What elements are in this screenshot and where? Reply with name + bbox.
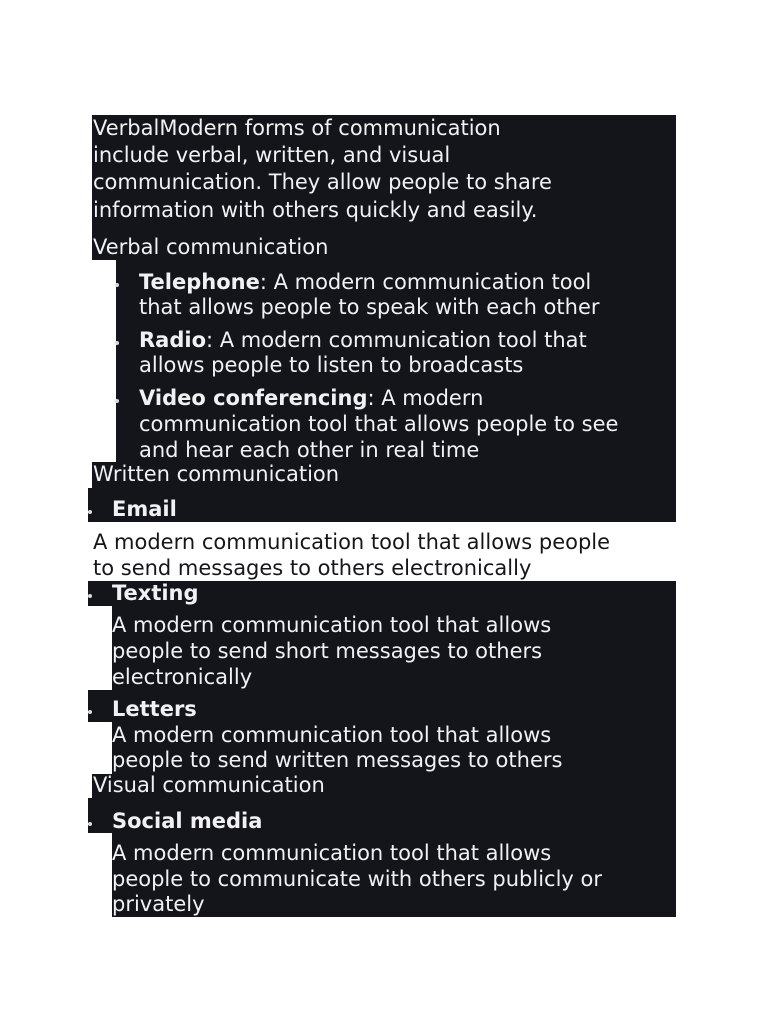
letters-desc-line-2: people to send written messages to others xyxy=(112,748,563,772)
video-conferencing-desc-1: : A modern xyxy=(367,386,484,410)
video-conferencing-term: Video conferencing xyxy=(139,386,368,410)
telephone-desc-1: : A modern communication tool xyxy=(259,270,592,294)
bullet-icon xyxy=(88,710,92,714)
intro-line-3: communication. They allow people to share xyxy=(93,170,552,194)
email-desc-line-2: to send messages to others electronically xyxy=(93,556,532,580)
social-media-desc-line-3: privately xyxy=(112,892,205,916)
video-conferencing-line-1 xyxy=(139,385,483,411)
written-heading: Written communication xyxy=(93,462,340,486)
bullet-icon xyxy=(88,594,92,598)
radio-desc-1: : A modern communication tool that xyxy=(206,328,587,352)
visual-heading: Visual communication xyxy=(93,773,325,797)
radio-line-1 xyxy=(139,327,587,353)
social-media-desc-line-2: people to communicate with others publicly or xyxy=(112,867,603,891)
texting-desc-line-1: A modern communication tool that allows xyxy=(112,613,552,637)
letters-desc-line-1: A modern communication tool that allows xyxy=(112,723,552,747)
telephone-line-2: that allows people to speak with each other xyxy=(139,295,600,319)
social-media-desc-line-1: A modern communication tool that allows xyxy=(112,841,552,865)
radio-term: Radio xyxy=(139,328,206,352)
intro-line-1: VerbalModern forms of communication xyxy=(93,116,501,140)
email-term: Email xyxy=(112,497,177,521)
social-media-term: Social media xyxy=(112,809,263,833)
telephone-line-1 xyxy=(139,269,591,295)
verbal-heading: Verbal communication xyxy=(93,235,329,259)
telephone-term: Telephone xyxy=(139,270,260,294)
bullet-icon xyxy=(88,822,92,826)
letters-term: Letters xyxy=(112,697,197,721)
bullet-icon xyxy=(115,399,119,403)
intro-line-4: information with others quickly and easily. xyxy=(93,198,538,222)
texting-term: Texting xyxy=(112,581,199,605)
video-conferencing-line-3: and hear each other in real time xyxy=(139,438,480,462)
intro-line-2: include verbal, written, and visual xyxy=(93,143,451,167)
texting-desc-line-3: electronically xyxy=(112,665,253,689)
video-conferencing-line-2: communication tool that allows people to see xyxy=(139,412,619,436)
radio-line-2: allows people to listen to broadcasts xyxy=(139,353,524,377)
bullet-icon xyxy=(88,510,92,514)
email-desc-line-1: A modern communication tool that allows people xyxy=(93,530,611,554)
texting-desc-line-2: people to send short messages to others xyxy=(112,639,543,663)
bullet-icon xyxy=(115,283,119,287)
bullet-icon xyxy=(115,341,119,345)
